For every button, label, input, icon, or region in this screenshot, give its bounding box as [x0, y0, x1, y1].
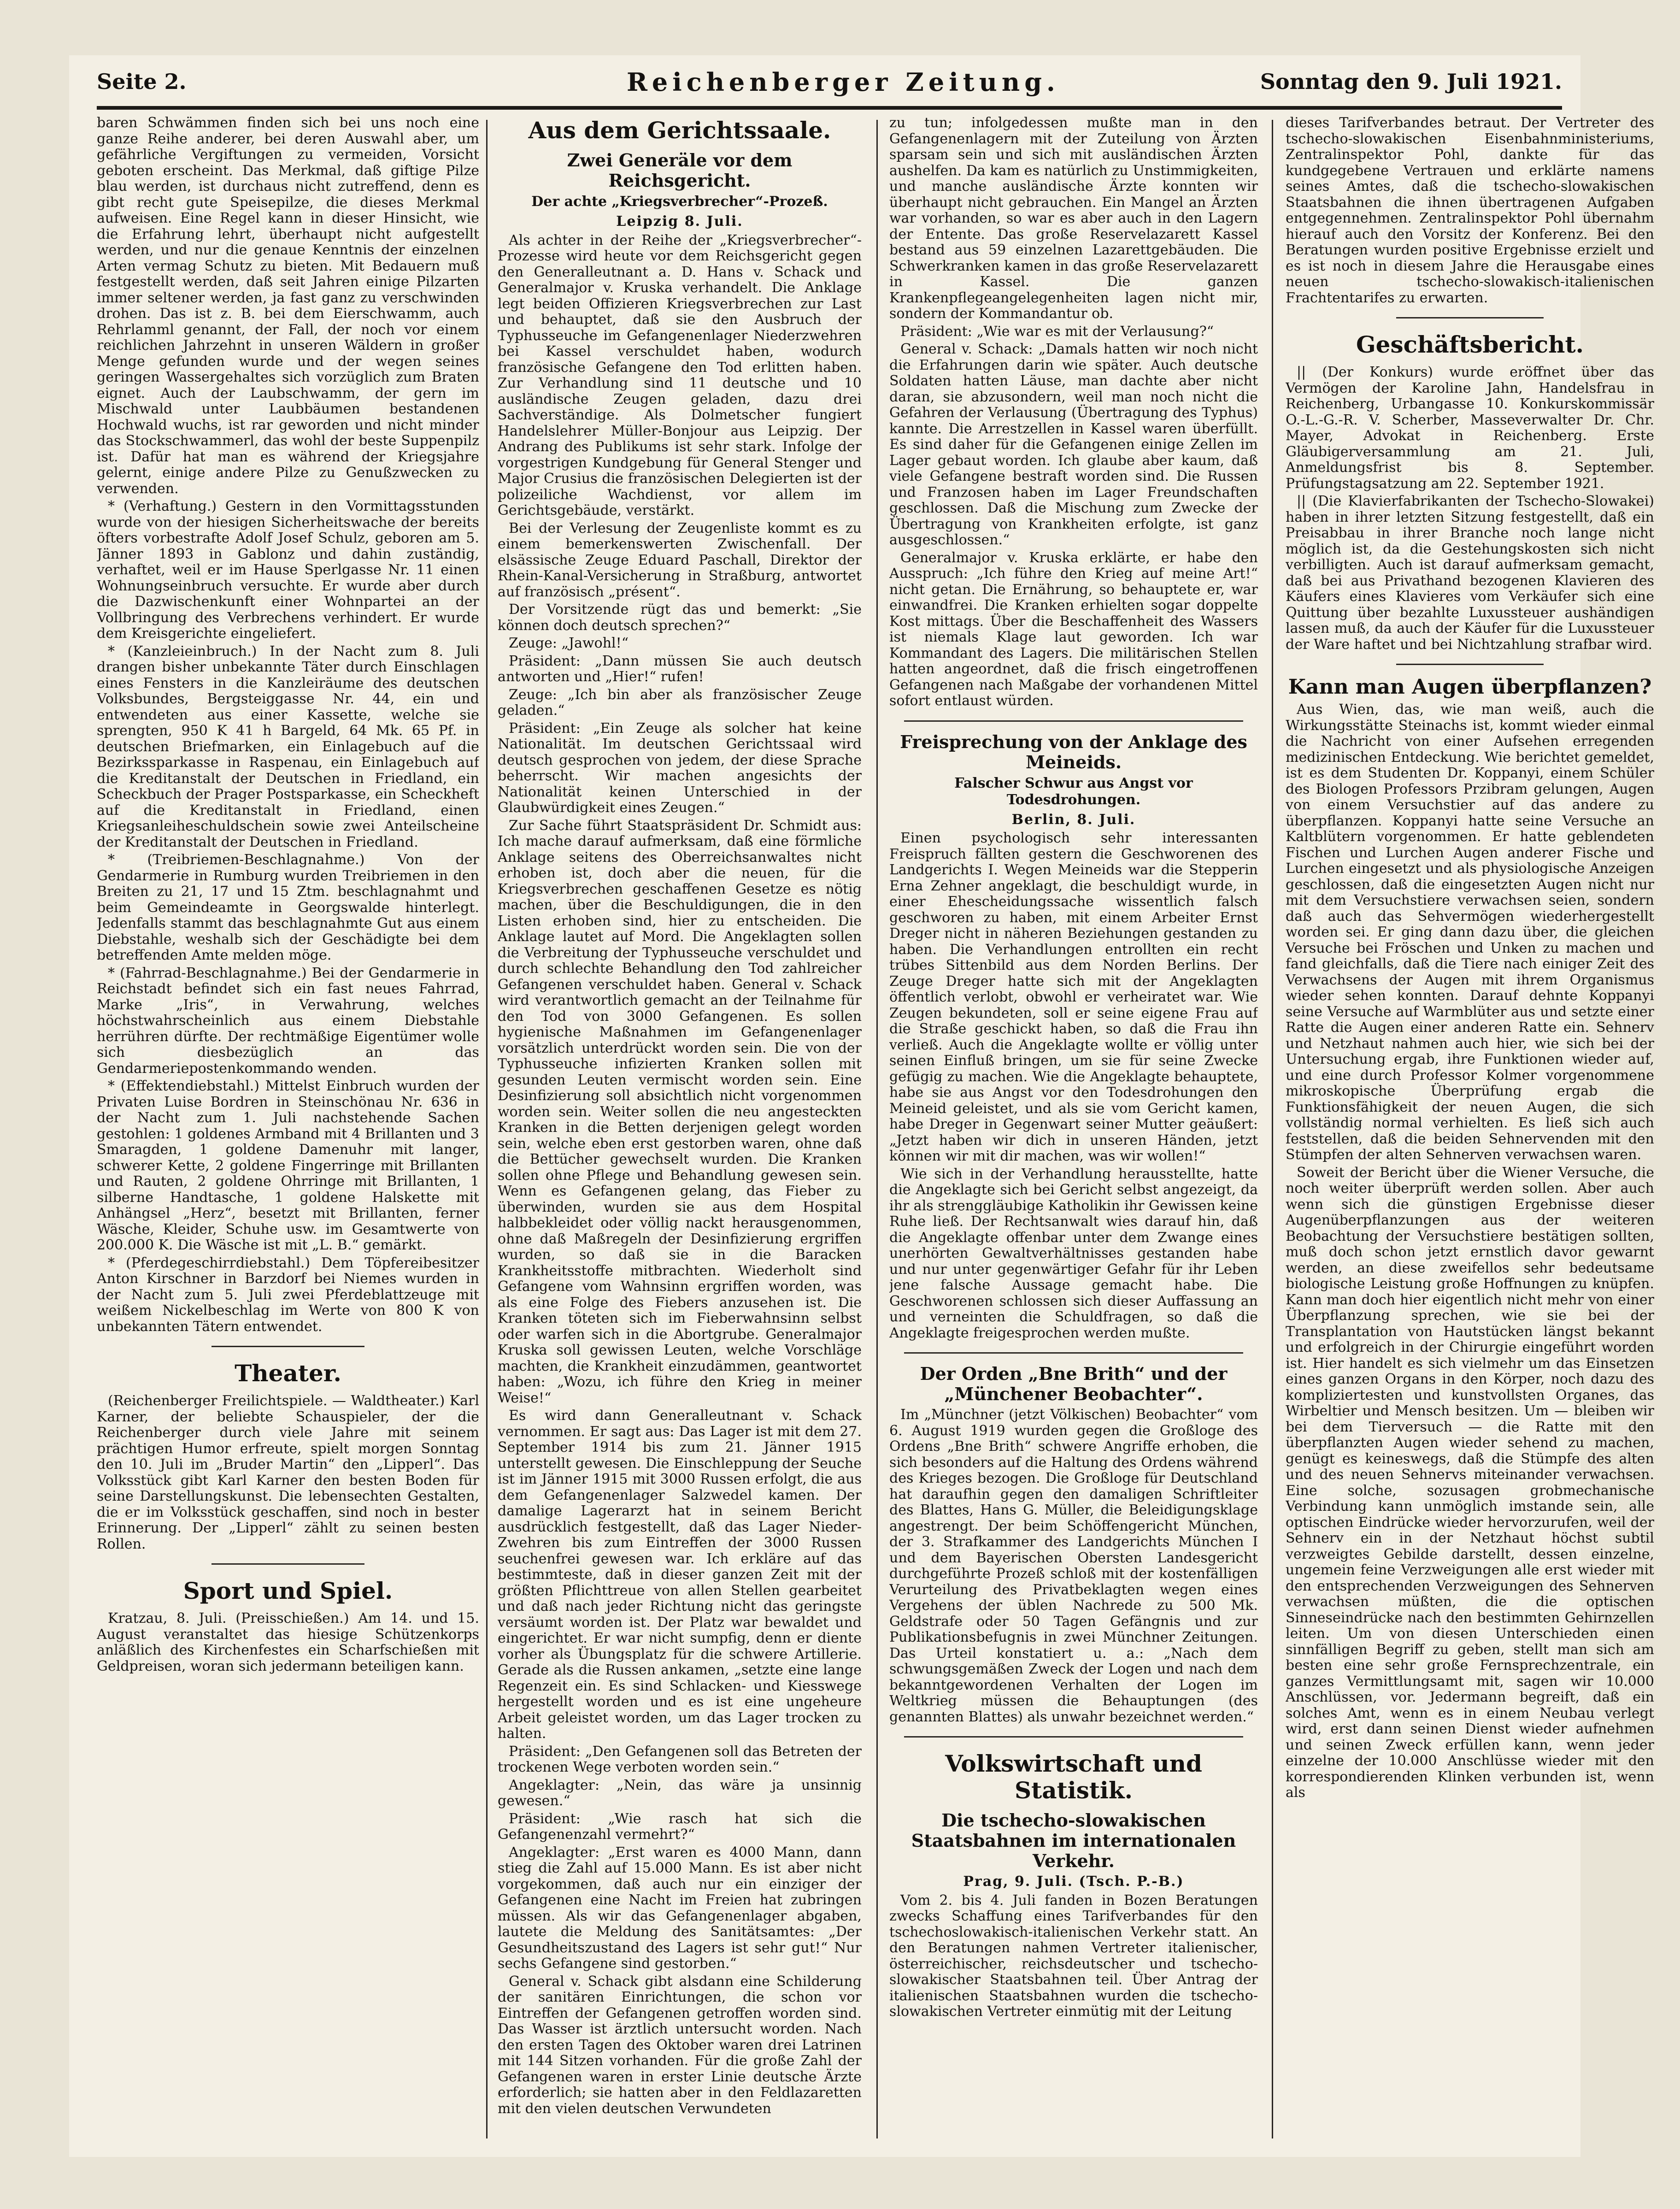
article-title-acquittal: Freisprechung von der Anklage des Meineids. [900, 731, 1247, 772]
section-title-business: Geschäftsbericht. [1356, 331, 1584, 358]
separator [904, 720, 1243, 722]
column-1 [97, 115, 479, 2143]
column-4 [1286, 115, 1654, 2143]
column-3 [889, 115, 1258, 2143]
mushroom-text: baren Schwämmen finden sich bei uns noch eine ganze Reihe anderer, bei deren Auswahl aber, um gefährliche Vergiftungen zu vermeiden, Vorsicht geboten erscheint. Das Merkmal, daß giftige Pilze blau werden, ist durchaus nicht zutreffend, denn es gibt recht gute Speisepilze, die dieses Merkmal aufweisen. Eine Regel kann in dieser Hinsicht, wie die Erfahrung lehrt, überhaupt nicht aufgestellt werden, und nur die genaue Kenntnis der einzelnen Arten vermag Schutz zu bieten. Mit Bedauern muß festgestellt werden, daß seit Jahren einige Pilzarten immer seltener werden, ja fast ganz zu verschwinden drohen. Das ist z. B. bei dem Eierschwamm, auch Rehrlamml genannt, der Fall, der noch vor einem reichlichen Jahrzehnt in unseren Wäldern in großer Menge gefunden wurde und der wegen seines geringen Wassergehaltes sich vorzüglich zum Braten eignet. Auch der Laubschwamm, der gern im Mischwald unter Laubbäumen bestandenen Hochwald wuchs, ist rar geworden und nicht minder das Stockschwammerl, das wohl der beste Suppenpilz ist. Dafür hat man es während der Kriegsjahre gelernt, einige andere Pilze zu Genußzwecken zu verwenden. [97, 115, 479, 497]
paragraph: Bei der Verlesung der Zeugenliste kommt es zu einem bemerkenswerten Zwischenfall. Der elsässische Zeuge Eduard Paschall, Direktor der Rhein-Kanal-Versicherung in Straßburg, antwortet auf französisch „présent“. [498, 520, 862, 600]
section-title-theater: Theater. [235, 1360, 341, 1387]
paragraph: Soweit der Bericht über die Wiener Versuche, die noch weiter überprüft werden sollen. Aber auch wenn sich die günstigen Ergebnisse dieser Augenüberpflanzungen aus der weiteren Beobachtung der Versuchstiere bestätigen sollten, muß doch schon jetzt ernstlich davor gewarnt werden, an diese zweifellos sehr bedeutsame biologische Leistung große Hoffnungen zu knüpfen. Kann man doch hier eigentlich nicht mehr von einer Überpflanzung sprechen, wie sie bei der Transplantation von Hautstücken längst bekannt und erfolgreich in der Chirurgie eingeführt worden ist. Hier handelt es sich vielmehr um das Einsetzen eines ganzen Organs in den Körper, noch dazu des kompliziertesten und kunstvollsten Organes, das Wirbeltier und Mensch besitzen. Um — bleiben wir bei dem Tierversuch — die Ratte mit den überpflanzten Augen wieder sehend zu machen, genügt es keineswegs, daß die Stümpfe des alten und des neuen Sehnervs miteinander verwachsen. Eine solche, sozusagen grobmechanische Verbindung kann unmöglich imstande sein, alle optischen Eindrücke wieder hervorzurufen, weil der Sehnerv ein in der Netzhaut höchst subtil verzweigtes Gebilde darstellt, dessen einzelne, ungemein feine Verzweigungen alle erst wieder mit den entsprechenden Verzweigungen des Sehnerven verwachsen müßten, die die optischen Sinneseindrücke nach den bestimmten Gehirnzellen leiten. Um von diesen Unterschieden einen sinnfälligen Begriff zu geben, stellt man sich am besten eine sehr große Fernsprechzentrale, ein ganzes Vermittlungsamt mit, sagen wir 10.000 Anschlüssen, vor. Jedermann begreift, daß ein solches Amt, wenn es in einem Neubau verlegt wird, erst dann seinen Dienst wieder aufnehmen und seinen Zweck erfüllen kann, wenn jeder einzelne der 10.000 Anschlüsse wieder mit den korrespondierenden Klinken verbunden ist, wenn als [1286, 1164, 1654, 1801]
separator [1396, 664, 1544, 665]
article-subtitle-acquittal: Falscher Schwur aus Angst vor Todesdrohungen. [954, 775, 1193, 808]
paragraph: Im „Münchner (jetzt Völkischen) Beobachter“ vom 6. August 1919 wurden gegen die Großloge des Ordens „Bne Brith“ schwere Angriffe erhoben, die sich besonders auf die Haltung des Ordens während des Krieges bezogen. Die Großloge für Deutschland hat daraufhin gegen den damaligen Schriftleiter des Blattes, Hans G. Müller, die Beleidigungsklage angestrengt. Der beim Schöffengericht München, der 3. Strafkammer des Landgerichts München I und dem Bayerischen Obersten Landesgericht durchgeführte Prozeß schloß mit der kostenfälligen Verurteilung des Privatbeklagten wegen eines Vergehens der üblen Nachrede zu 500 Mk. Geldstrafe oder 50 Tagen Gefängnis und zur Publikationsbefugnis in zwei Münchner Zeitungen. Das Urteil konstatiert u. a.: „Nach dem schwungsgemäßen Zweck der Logen und nach dem bekanntgewordenen Verhalten der Logen im Weltkrieg müssen die Behauptungen (des genannten Blattes) als unwahr bezeichnet werden.“ [889, 1407, 1258, 1725]
column-divider [876, 120, 878, 2138]
section-title-court: Aus dem Gerichtssaale. [528, 117, 831, 144]
masthead [97, 65, 1562, 106]
paragraph: Als achter in der Reihe der „Kriegsverbrecher“-Prozesse wird heute vor dem Reichsgericht gegen den Generalleutnant a. D. Hans v. Schack und Generalmajor v. Kruska verhandelt. Die Anklage legt beiden Offizieren Kriegsverbrechen zur Last und behauptet, daß sie den Ausbruch der Typhusseuche im Gefangenenlager Niederzwehren bei Kassel verschuldet haben, wodurch französische Gefangene den Tod erlitten haben. Zur Verhandlung sind 11 deutsche und 10 ausländische Zeugen geladen, dazu drei Sachverständige. Als Dolmetscher fungiert Handelslehrer Müller-Bonjour aus Leipzig. Der Andrang des Publikums ist sehr stark. Infolge der vorgestrigen Kundgebung für General Stenger und Major Crusius die französischen Delegierten ist der polizeiliche Wachdienst, vor allem im Gerichtsgebäude, verstärkt. [498, 232, 862, 518]
paragraph: || (Der Konkurs) wurde eröffnet über das Vermögen der Karoline Jahn, Handelsfrau in Reichenberg, Urbangasse 10. Konkurskommissär O.-L.-G.-R. V. Scherber, Masseverwalter Dr. Chr. Mayer, Advokat in Reichenberg. Erste Gläubigerversammlung am 21. Juli, Anmeldungsfrist bis 8. September. Prüfungstagsatzung am 22. September 1921. [1286, 364, 1654, 492]
column-divider [1272, 120, 1273, 2138]
paragraph: Zur Sache führt Staatspräsident Dr. Schmidt aus: Ich mache darauf aufmerksam, daß eine förmliche Anklage seitens des Oberreichsanwaltes nicht erhoben ist, doch aber die neuen, für die Kriegsverbrechen geschaffenen Gesetze es nötig machen, über die Beschuldigungen, die in den Listen erhoben sind, hier zu entscheiden. Die Anklage lautet auf Mord. Die Angeklagten sollen die Verbreitung der Typhusseuche verschuldet und durch schlechte Behandlung den Tod zahlreicher Gefangenen verschuldet haben. General v. Schack wird verantwortlich gemacht an der Teilnahme für den Tod von 3000 Gefangenen. Es sollen hygienische Maßnahmen im Gefangenenlager vorsätzlich unterdrückt worden sein. Die von der Typhusseuche infizierten Kranken sollen mit gesunden Leuten vermischt worden sein. Eine Desinfizierung soll absichtlich nicht vorgenommen worden sein. Weiter sollen die neu angesteckten Kranken in die Betten derjenigen gelegt worden sein, welche eben erst gestorben waren, ohne daß die Bettücher gewechselt wurden. Die Kranken sollen ohne Pflege und Behandlung gewesen sein. Wenn es Gefangenen gelang, das Fieber zu überwinden, wurden sie aus dem Hospital halbbekleidet oder völlig nackt herausgenommen, ohne daß Maßregeln der Desinfizierung ergriffen wurden, so daß sie in die Baracken Krankheitsstoffe mitbrachten. Wiederholt sind Gefangene vom Wahnsinn ergriffen worden, was als eine Folge des Fiebers anzusehen ist. Die Kranken töteten sich im Fieberwahnsinn selbst oder warfen sich in die Abortgrube. Generalmajor Kruska soll gewissen Leuten, welche Vorschläge machten, die Krankheit einzudämmen, geantwortet haben: „Wozu, ich führe den Krieg in meiner Weise!“ [498, 817, 862, 1406]
article-title-generals: Zwei Generäle vor dem Reichsgericht. [567, 150, 793, 191]
sport-article: Kratzau, 8. Juli. (Preisschießen.) Am 14. und 15. August veranstaltet das hiesige Schützenkorps anläßlich des Kirchenfestes ein Scharfschießen mit Geldpreisen, woran sich jedermann beteiligen kann. [97, 1610, 479, 1674]
paragraph: zu tun; infolgedessen mußte man in den Gefangenenlagern mit der Zuteilung von Ärzten sparsam sein und sich mit ausländischen Ärzten aushelfen. Da kam es natürlich zu Unstimmigkeiten, und manche ausländische Ärzte konnten wir überhaupt nicht gebrauchen. Ein Mangel an Ärzten war vorhanden, so war es aber auch in den Lagern der Entente. Das große Reservelazarett Kassel bestand aus 59 einzelnen Lazarettgebäuden. Die Schwerkranken kamen in das große Reservelazarett in Kassel. Die ganzen Krankenpflegeangelegenheiten lagen nicht mir, sondern der Kommandantur ob. [889, 115, 1258, 322]
page-number: Seite 2. [97, 69, 187, 94]
paragraph: Vom 2. bis 4. Juli fanden in Bozen Beratungen zwecks Schaffung eines Tarifverbandes für den tschechoslowakisch-italienischen Verkehr statt. An den Beratungen nahmen Vertreter italienischer, österreichischer, reichsdeutscher und tschecho-slowakischer Staatsbahnen teil. Über Antrag der italienischen Staatsbahnen wurden die tschecho-slowakischen Vertreter einmütig mit der Leitung [889, 1892, 1258, 2020]
paragraph: Aus Wien, das, wie man weiß, auch die Wirkungsstätte Steinachs ist, kommt wieder einmal die Nachricht von einer Aufsehen erregenden medizinischen Entdeckung. Wie berichtet gemeldet, ist es dem Studenten Dr. Koppanyi, einem Schüler des Biologen Professors Przibram gelungen, Augen von einem Versuchstier auf das andere zu überpflanzen. Koppanyi hatte seine Versuche an Kaltblütern vorgenommen. Er hatte geblendeten Fischen und Lurchen Augen anderer Fische und Lurchen eingesetzt und als physiologische Anzeigen geschlossen, daß die eingesetzten Augen nicht nur mit dem Versuchstiere verwachsen seien, sondern daß auch das Sehvermögen wiederhergestellt worden sei. Er ging dann dazu über, die gleichen Versuche bei Fröschen und Unken zu machen und fand gleichfalls, daß die Tiere nach einiger Zeit des Verwachsens der Augen mit ihrem Organismus wieder sehen konnten. Darauf dehnte Koppanyi seine Versuche auf Warmblüter aus und setzte einer Ratte die Augen einer anderen Ratte ein. Sehnerv und Netzhaut nahmen auch hier, wie sich bei der Untersuchung ergab, ihre Funktionen wieder auf, und eine durch Professor Kolmer vorgenommene mikroskopische Überprüfung ergab die Funktionsfähigkeit der neuen Augen, die sich vollständig normal verhielten. Es ließ sich auch feststellen, daß die beiden Sehnervenden mit den Stümpfen der alten Sehnerven verwachsen waren. [1286, 701, 1654, 1163]
theater-article: (Reichenberger Freilichtspiele. — Waldtheater.) Karl Karner, der beliebte Schauspieler, der die Reichenberger durch viele Jahre mit seinem prächtigen Humor erfreute, spielt morgen Sonntag den 10. Juli im „Bruder Martin“ den „Lipperl“. Das Volksstück gibt Karl Karner den besten Boden für seine Darstellungskunst. Die lebensechten Gestalten, die er im Volksstück geschaffen, sind noch in bester Erinnerung. Der „Lipperl“ zählt zu seinen besten Rollen. [97, 1393, 479, 1552]
paragraph: Angeklagter: „Erst waren es 4000 Mann, dann stieg die Zahl auf 15.000 Mann. Es ist aber nicht vorgekommen, daß auch nur ein einziger der Gefangenen eine Nacht im Freien hat zubringen müssen. Als wir das Gefangenenlager abgaben, lautete die Meldung des Sanitätsamtes: „Der Gesundheitszustand des Lagers ist sehr gut!“ Nur sechs Gefangene sind gestorben.“ [498, 1844, 862, 1972]
paragraph: Es wird dann Generalleutnant v. Schack vernommen. Er sagt aus: Das Lager ist mit dem 27. September 1914 bis zum 21. Jänner 1915 unterstellt gewesen. Die Einschleppung der Seuche ist im Jänner 1915 mit 3000 Russen erfolgt, die aus dem Gefangenenlager Salzwedel kamen. Der damalige Lagerarzt hat in seinem Bericht ausdrücklich festgestellt, daß das Lager Nieder-Zwehren bis zum Eintreffen der 3000 Russen seuchenfrei gewesen war. Ich erkläre auf das bestimmteste, daß in dieser ganzen Zeit mit der größten Pflichttreue von allen Stellen gearbeitet und daß nach jeder Richtung nicht das geringste versäumt worden ist. Der Platz war bewaldet und eingerichtet. Er war nicht sumpfig, denn er diente vorher als Übungsplatz für die schwere Artillerie. Gerade als die Russen ankamen, „setzte eine lange Regenzeit ein. Es sind Schlacken- und Kiesswege hergestellt worden und es ist eine ungeheure Arbeit geleistet worden, um das Lager trocken zu halten. [498, 1408, 862, 1742]
issue-date: Sonntag den 9. Juli 1921. [1260, 69, 1562, 94]
paragraph: Angeklagter: „Nein, das wäre ja unsinnig gewesen.“ [498, 1777, 862, 1809]
separator [904, 1736, 1243, 1738]
separator [1396, 317, 1544, 318]
notice-belts: * (Treibriemen-Beschlagnahme.) Von der Gendarmerie in Rumburg wurden Treibriemen in den Breiten zu 21, 17 und 15 Ztm. beschlagnahmt und beim Gemeindeamte in Georgswalde hinterlegt. Jedenfalls stammt das beschlagnahmte Gut aus einem Diebstahle, weshalb sich der Geschädigte bei dem betreffenden Amte melden möge. [97, 852, 479, 963]
dateline: Leipzig 8. Juli. [616, 213, 743, 230]
paragraph: Wie sich in der Verhandlung herausstellte, hatte die Angeklagte sich bei Gericht selbst angezeigt, da ihr als strenggläubige Katholikin ihr Gewissen keine Ruhe ließ. Der Rechtsanwalt wies darauf hin, daß die Angeklagte offenbar unter dem Zwange eines unerhörten Gewaltverhältnisses gestanden habe und nur unter gegenwärtiger Gefahr für ihr Leben jene falsche Aussage gemacht habe. Die Geschworenen schlossen sich dieser Auffassung an und verneinten die Schuldfragen, so daß die Angeklagte freigesprochen werden mußte. [889, 1166, 1258, 1341]
notice-jewelry-theft: * (Effektendiebstahl.) Mittelst Einbruch wurden der Privaten Luise Bordren in Steinschönau Nr. 636 in der Nacht zum 1. Juli nachstehende Sachen gestohlen: 1 goldenes Armband mit 4 Brillanten und 3 Smaragden, 1 goldene Damenuhr mit langer, schwerer Kette, 2 goldene Fingerringe mit Brillanten und Rauten, 2 goldene Ohrringe mit Brillanten, 1 silberne Handtasche, 1 goldene Halskette mit Anhängsel „Herz“, besetzt mit Brillanten, ferner Wäsche, Kleider, Schuhe usw. im Gesamtwerte von 200.000 K. Die Wäsche ist mit „L. B.“ gemärkt. [97, 1078, 479, 1253]
separator [211, 1346, 364, 1347]
dateline: Prag, 9. Juli. (Tsch. P.-B.) [963, 1873, 1184, 1890]
column-divider [486, 120, 488, 2138]
notice-harness-theft: * (Pferdegeschirrdiebstahl.) Dem Töpfereibesitzer Anton Kirschner in Barzdorf bei Niemes wurden in der Nacht zum 5. Juli zwei Pferdeblattzeuge mit weißem Nickelbeschlag im Werte von 800 K von unbekannten Tätern entwendet. [97, 1255, 479, 1335]
paragraph: Generalmajor v. Kruska erklärte, er habe den Ausspruch: „Ich führe den Krieg auf meine Art!“ nicht getan. Die Ernährung, so behauptete er, war einwandfrei. Die Kranken erhielten sogar doppelte Kost mittags. Über die Beschaffenheit des Wassers ist niemals Klage laut geworden. Ich war Kommandant des Lagers. Die militärischen Stellen hatten angeordnet, daß die frisch eingetroffenen Gefangenen nach Maßgabe der vorhandenen Mittel sofort entlaust würden. [889, 549, 1258, 709]
paragraph: General v. Schack: „Damals hatten wir noch nicht die Erfahrungen darin wie später. Auch deutsche Soldaten hatten Läuse, man dachte aber nicht daran, sie abzusondern, weil man noch nicht die Gefahren der Verlausung (Übertragung des Typhus) kannte. Die Arrestzellen in Kassel waren überfüllt. Es sind daher für die Gefangenen einige Zellen im Lager gebaut worden. Ich glaube aber kaum, daß viele Gefangene bestraft worden sind. Die Russen und Franzosen haben im Lager Freundschaften geschlossen. Daß die Mischung zum Zwecke der Übertragung von Krankheiten erfolgte, ist ganz ausgeschlossen.“ [889, 341, 1258, 548]
article-title-order: Der Orden „Bne Brith“ und der „Münchener Beobachter“. [920, 1363, 1228, 1404]
section-title-sport: Sport und Spiel. [183, 1577, 393, 1604]
newspaper-title: Reichenberger Zeitung. [627, 67, 1060, 97]
article-title-eyes: Kann man Augen überpflanzen? [1288, 675, 1652, 699]
dateline: Berlin, 8. Juli. [1011, 811, 1136, 828]
paragraph: Zeuge: „Jawohl!“ [509, 635, 629, 651]
paragraph: Der Vorsitzende rügt das und bemerkt: „Sie können doch deutsch sprechen?“ [498, 601, 862, 634]
paragraph: || (Die Klavierfabrikanten der Tschecho-Slowakei) haben in ihrer letzten Sitzung festgestellt, daß ein Preisabbau in ihrer Branche noch lange nicht möglich ist, da die Gestehungskosten sich nicht verbilligten. Auch ist darauf aufmerksam gemacht, daß bei aus Privathand bezogenen Klavieren des Käufers eines Klavieres vom Verkäufer sich eine Quittung über bezahlte Luxussteuer aushändigen lassen muß, da auch der Käufer für die Luxussteuer der Ware haftet und bei Nichtzahlung strafbar wird. [1286, 493, 1654, 653]
paragraph: Präsident: „Ein Zeuge als solcher hat keine Nationalität. Im deutschen Gerichtssaal wird deutsch gesprochen von jedem, der diese Sprache beherrscht. Wir machen angesichts der Nationalität keinen Unterschied in der Glaubwürdigkeit eines Zeugen.“ [498, 720, 862, 816]
newspaper-page [69, 55, 1654, 2157]
article-subtitle-generals: Der achte „Kriegsverbrecher“-Prozeß. [531, 194, 828, 210]
notice-bicycle: * (Fahrrad-Beschlagnahme.) Bei der Gendarmerie in Reichstadt befindet sich ein fast neues Fahrrad, Marke „Iris“, in Verwahrung, welches höchstwahrscheinlich aus einem Diebstahle herrühren dürfte. Der rechtmäßige Eigentümer wolle sich diesbezüglich an das Gendarmeriepostenkommando wenden. [97, 965, 479, 1077]
paragraph: dieses Tarifverbandes betraut. Der Vertreter des tschecho-slowakischen Eisenbahnministeriums, Zentralinspektor Pohl, dankte für das kundgegebene Vertrauen und erklärte namens seines Amtes, daß die tschecho-slowakischen Staatsbahnen die ihnen übertragenen Aufgaben entgegennehmen. Zentralinspektor Pohl übernahm hierauf auch den Vorsitz der Konferenz. Bei den Beratungen wurden positive Ergebnisse erzielt und es ist noch in diesem Jahre die Herausgabe eines neuen tschecho-slowakisch-italienischen Frachtentarifes zu erwarten. [1286, 115, 1654, 306]
article-title-railways: Die tschecho-slowakischen Staatsbahnen im internationalen Verkehr. [911, 1810, 1236, 1871]
paragraph: Präsident: „Dann müssen Sie auch deutsch antworten und „Hier!“ rufen! [498, 653, 862, 685]
column-2 [498, 115, 862, 2143]
paragraph: Präsident: „Wie rasch hat sich die Gefangenenzahl vermehrt?“ [498, 1810, 862, 1843]
header-rule [97, 106, 1562, 110]
paragraph: Zeuge: „Ich bin aber als französischer Zeuge geladen.“ [498, 686, 862, 719]
paragraph: Präsident: „Wie war es mit der Verlausung?“ [900, 323, 1214, 340]
separator [211, 1563, 364, 1565]
section-title-economy: Volkswirtschaft und Statistik. [945, 1750, 1202, 1804]
paragraph: Präsident: „Den Gefangenen soll das Betreten der trockenen Wege verboten worden sein.“ [498, 1743, 862, 1775]
notice-burglary: * (Kanzleieinbruch.) In der Nacht zum 8. Juli drangen bisher unbekannte Täter durch Einschlagen eines Fensters in die Kanzleiräume des deutschen Volksbundes, Bergsteiggasse Nr. 44, ein und entwendeten aus einer Kassette, welche sie sprengten, 950 K 41 h Bargeld, 64 Mk. 65 Pf. in deutschen Briefmarken, ein Einlagebuch auf die Bezirkssparkasse in Raspenau, ein Einlagebuch auf die Kreditanstalt der Deutschen in Friedland, ein Scheckbuch der Prager Postsparkasse, ein Scheckheft auf die Kreditanstalt in Friedland, einen Kriegsanleiheschuldschein sowie zwei Anteilscheine der Kreditanstalt der Deutschen in Friedland. [97, 643, 479, 850]
separator [904, 1352, 1243, 1354]
paragraph: General v. Schack gibt alsdann eine Schilderung der sanitären Einrichtungen, die schon vor Eintreffen der Gefangenen getroffen worden sind. Das Wasser ist ärztlich untersucht worden. Nach den ersten Tagen des Oktober waren drei Latrinen mit 144 Sitzen vorhanden. Für die große Zahl der Gefangenen waren in erster Linie deutsche Ärzte erforderlich; sie hatten aber in den Feldlazaretten mit den vielen deutschen Verwundeten [498, 1973, 862, 2117]
notice-arrest: * (Verhaftung.) Gestern in den Vormittagsstunden wurde von der hiesigen Sicherheitswache der bereits öfters vorbestrafte Adolf Josef Schulz, geboren am 5. Jänner 1893 in Gablonz und dahin zuständig, verhaftet, weil er im Hause Sperlgasse Nr. 11 einen Wohnungseinbruch versuchte. Er wurde aber durch die Dazwischenkunft einer Wohnpartei an der Vollbringung des Verbrechens verhindert. Er wurde dem Kreisgerichte eingeliefert. [97, 498, 479, 642]
paragraph: Einen psychologisch sehr interessanten Freispruch fällten gestern die Geschworenen des Landgerichts I. Wegen Meineids war die Stepperin Erna Zehner angeklagt, die beschuldigt wurde, in einer Ehescheidungssache wissentlich falsch geschworen zu haben, mit einem Arbeiter Ernst Dreger nicht in näheren Beziehungen gestanden zu haben. Die Verhandlungen entrollten ein recht trübes Sittenbild aus dem Norden Berlins. Der Zeuge Dreger hatte sich mit der Angeklagten öffentlich verlobt, obwohl er verheiratet war. Wie Zeugen bekundeten, soll er seine eigene Frau auf die Straße geschickt haben, so daß die Frau ihn verließ. Auch die Angeklagte wollte er völlig unter seinen Einfluß bringen, um sie für seine Zwecke gefügig zu machen. Wie die Angeklagte behauptete, habe sie aus Angst vor den Todesdrohungen den Meineid geleistet, und als sie vom Gericht kamen, habe Dreger in Gegenwart seiner Mutter geäußert: „Jetzt haben wir dich in unseren Händen, jetzt können wir mit dir machen, was wir wollen!“ [889, 830, 1258, 1164]
